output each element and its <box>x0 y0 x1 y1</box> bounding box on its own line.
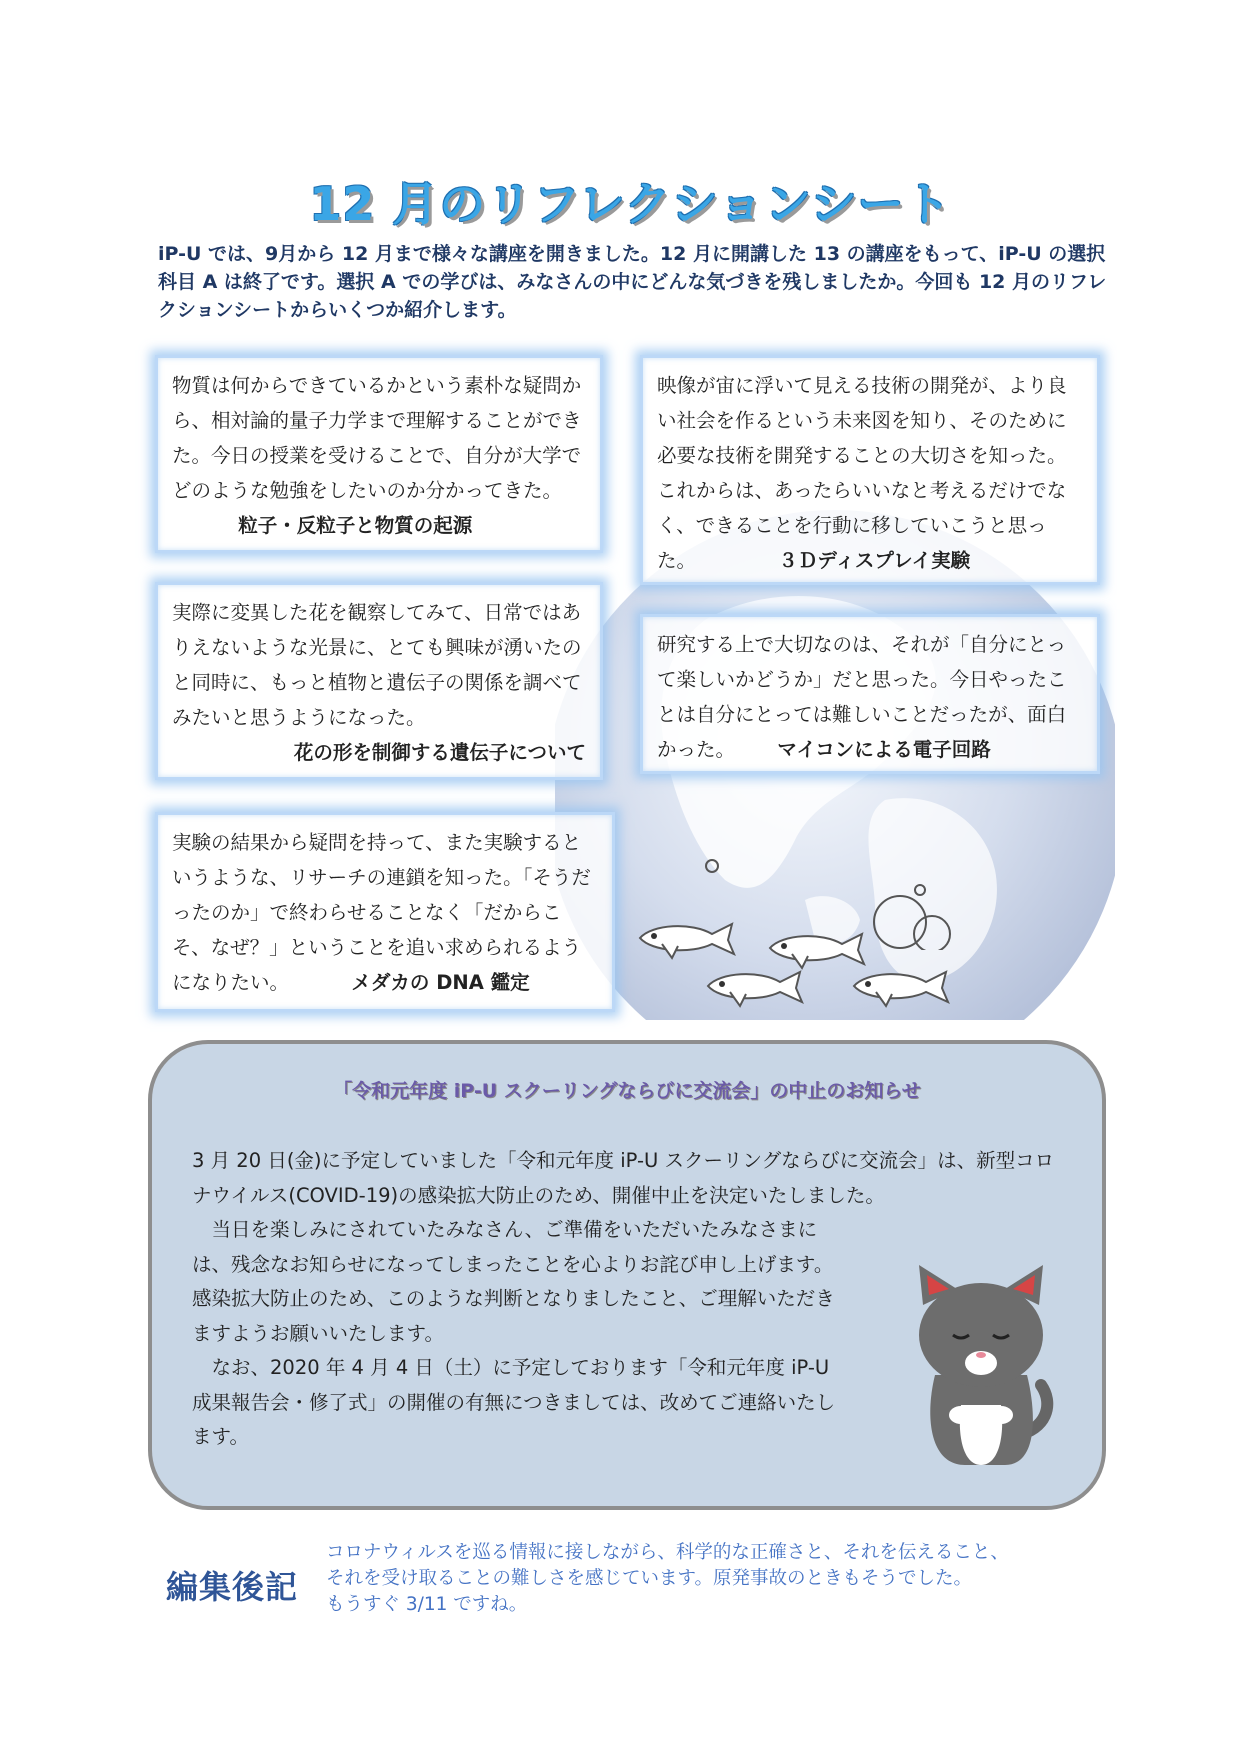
reflection-source: ３Ｄディスプレイ実験 <box>778 549 971 572</box>
editor-line: コロナウィルスを巡る情報に接しながら、科学的な正確さと、それを伝えること、 <box>326 1542 1009 1563</box>
reflection-text: 実験の結果から疑問を持って、また実験するというような、リサーチの連鎖を知った。「そうだったのか」で終わらせることなく「だからこそ、なぜ？」ということを追い求められるようになりたい。 <box>172 831 591 994</box>
editor-heading: 編集後記 <box>166 1568 299 1606</box>
reflection-source: 粒子・反粒子と物質の起源 <box>238 514 473 537</box>
reflection-source: メダカの DNA 鑑定 <box>351 971 530 994</box>
sad-cat-illustration <box>905 1265 1055 1475</box>
reflection-text: 映像が宙に浮いて見える技術の開発が、より良い社会を作るという未来図を知り、そのために必要な技術を開発することの大切さを知った。これからは、あったらいいなと考えるだけでなく、できることを行動に移していこうと思った。 <box>657 374 1067 572</box>
intro-text: iP-U では、9月から 12 月まで様々な講座を開きました。12 月に開講した 13 の講座をもって、iP-U の選択科目 A は終了です。選択 A での学びは、みなさんの中にどんな気づきを残しましたか。今回も 12 月のリフレクションシートからいくつか紹介します。 <box>158 243 1107 321</box>
notice-title: 「令和元年度 iP-U スクーリングならびに交流会」の中止のお知らせ <box>333 1080 921 1102</box>
reflection-text: 実際に変異した花を観察してみて、日常ではありえないような光景に、とても興味が湧いたのと同時に、もっと植物と遺伝子の関係を調べてみたいと思うようになった。 <box>172 601 582 729</box>
reflection-card-1 <box>155 355 603 553</box>
reflection-card-5 <box>155 812 615 1012</box>
reflection-text: 物質は何からできているかという素朴な疑問から、相対論的量子力学まで理解することができた。今日の授業を受けることで、自分が大学でどのような勉強をしたいのか分かってきた。 <box>172 374 582 502</box>
medaka-fish-icon <box>700 962 810 1012</box>
notice-paragraph: なお、2020 年 4 月 4 日（土）に予定しております「令和元年度 iP-U 成果報告会・修了式」の開催の有無につきましては、改めてご連絡いたします。 <box>192 1356 836 1448</box>
reflection-card-4 <box>640 614 1100 774</box>
reflection-card-2 <box>640 355 1100 585</box>
medaka-fish-icon <box>846 962 956 1012</box>
reflection-text: 研究する上で大切なのは、それが「自分にとって楽しいかどうか」だと思った。今日やったことは自分にとっては難しいことだったが、面白かった。 <box>657 633 1067 761</box>
notice-paragraph: 3 月 20 日(金)に予定していました「令和元年度 iP-U スクーリングならびに交流会」は、新型コロナウイルス(COVID-19)の感染拡大防止のため、開催中止を決定いたしました。 <box>192 1149 1055 1207</box>
notice-paragraph: 当日を楽しみにされていたみなさん、ご準備をいただいたみなさまには、残念なお知らせになってしまったことを心よりお詫び申し上げます。感染拡大防止のため、このような判断となりましたこと、ご理解いただきますようお願いいたします。 <box>192 1218 835 1345</box>
reflection-source: 花の形を制御する遺伝子について <box>293 741 586 764</box>
editor-line: もうすぐ 3/11 ですね。 <box>326 1594 528 1615</box>
reflection-card-3 <box>155 582 603 780</box>
page-title: 12 月のリフレクションシート <box>309 177 952 231</box>
medaka-fish-icon <box>632 914 742 964</box>
editor-text <box>326 1540 1126 1618</box>
editor-line: それを受け取ることの難しさを感じています。原発事故のときもそうでした。 <box>326 1568 973 1589</box>
reflection-source: マイコンによる電子回路 <box>777 738 991 761</box>
